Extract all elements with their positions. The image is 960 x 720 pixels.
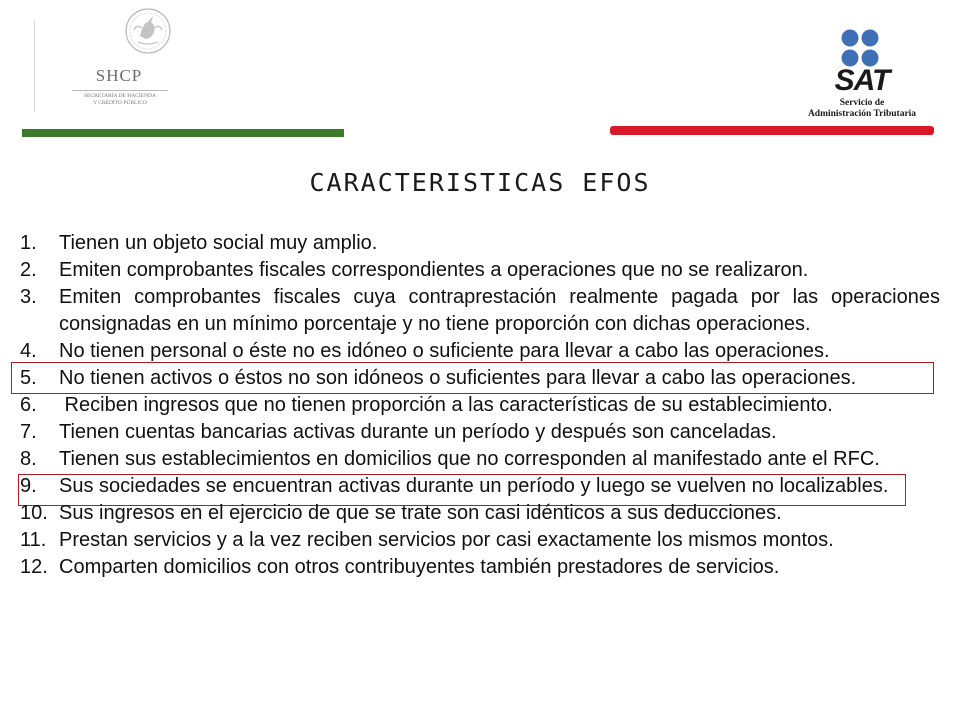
list-item bbox=[20, 365, 940, 392]
list-item-number: 10. bbox=[20, 502, 48, 524]
list-item-number: 9. bbox=[20, 475, 37, 497]
list-item bbox=[20, 527, 940, 554]
list-item bbox=[20, 230, 940, 257]
shcp-logo-subtitle bbox=[72, 90, 168, 106]
list-item bbox=[20, 284, 940, 338]
shcp-logo-name: SHCP bbox=[95, 66, 143, 85]
list-item-text: Emiten comprobantes fiscales cuya contraprestación realmente pagada por las operaciones consignadas en un mínimo porcentaje y no tiene proporción con dichas operaciones. bbox=[59, 286, 940, 335]
shcp-subtitle-line2: Y CRÉDITO PÚBLICO bbox=[93, 99, 147, 106]
list-item bbox=[20, 338, 940, 365]
list-item bbox=[20, 419, 940, 446]
list-item-number: 3. bbox=[20, 286, 37, 308]
list-item bbox=[20, 392, 940, 419]
list-item-number: 11. bbox=[20, 529, 47, 551]
list-item bbox=[20, 257, 940, 284]
logo-divider bbox=[34, 20, 35, 112]
green-header-bar bbox=[22, 129, 344, 137]
list-item-text: Tienen un objeto social muy amplio. bbox=[59, 232, 378, 254]
list-item-text: Sus ingresos en el ejercicio de que se trate son casi idénticos a sus deducciones. bbox=[59, 502, 782, 524]
sat-subtitle-line1: Servicio de bbox=[839, 98, 885, 108]
list-item-text: Sus sociedades se encuentran activas durante un período y luego se vuelven no localizables. bbox=[59, 475, 889, 497]
list-item-number: 2. bbox=[20, 259, 37, 281]
list-item-text: Reciben ingresos que no tienen proporción a las características de su establecimiento. bbox=[59, 394, 833, 416]
list-item-text: No tienen activos o éstos no son idóneos o suficientes para llevar a cabo las operaciones. bbox=[59, 367, 857, 389]
list-item bbox=[20, 446, 940, 473]
list-item-number: 7. bbox=[20, 421, 37, 443]
list-item-text: No tienen personal o éste no es idóneo o suficiente para llevar a cabo las operaciones. bbox=[59, 340, 830, 362]
red-header-bar bbox=[610, 126, 934, 135]
shcp-subtitle-line1: SECRETARÍA DE HACIENDA bbox=[84, 93, 156, 99]
list-item bbox=[20, 500, 940, 527]
sat-logo-name: SAT bbox=[834, 64, 890, 97]
list-item-number: 6. bbox=[20, 394, 37, 416]
list-item-text: Tienen sus establecimientos en domicilios que no corresponden al manifestado ante el RFC. bbox=[59, 448, 880, 470]
sat-subtitle-line2: Administración Tributaria bbox=[807, 109, 917, 119]
list-item-text: Emiten comprobantes fiscales correspondientes a operaciones que no se realizaron. bbox=[59, 259, 809, 281]
sat-four-dots-icon bbox=[840, 28, 880, 68]
list-item-number: 5. bbox=[20, 367, 37, 389]
sat-logo bbox=[792, 24, 932, 120]
list-item-text: Tienen cuentas bancarias activas durante un período y después son canceladas. bbox=[59, 421, 777, 443]
shcp-logo bbox=[34, 4, 204, 116]
list-item-text: Comparten domicilios con otros contribuyentes también prestadores de servicios. bbox=[59, 556, 780, 578]
list-item-number: 8. bbox=[20, 448, 37, 470]
mexican-eagle-seal-icon bbox=[124, 6, 172, 56]
list-item-text: Prestan servicios y a la vez reciben servicios por casi exactamente los mismos montos. bbox=[59, 529, 834, 551]
list-item-number: 12. bbox=[20, 556, 48, 578]
list-item bbox=[20, 473, 940, 500]
characteristics-list bbox=[20, 230, 940, 581]
list-item bbox=[20, 554, 940, 581]
list-item-number: 4. bbox=[20, 340, 37, 362]
list-item-number: 1. bbox=[20, 232, 37, 254]
page-title: CARACTERISTICAS EFOS bbox=[309, 168, 651, 197]
